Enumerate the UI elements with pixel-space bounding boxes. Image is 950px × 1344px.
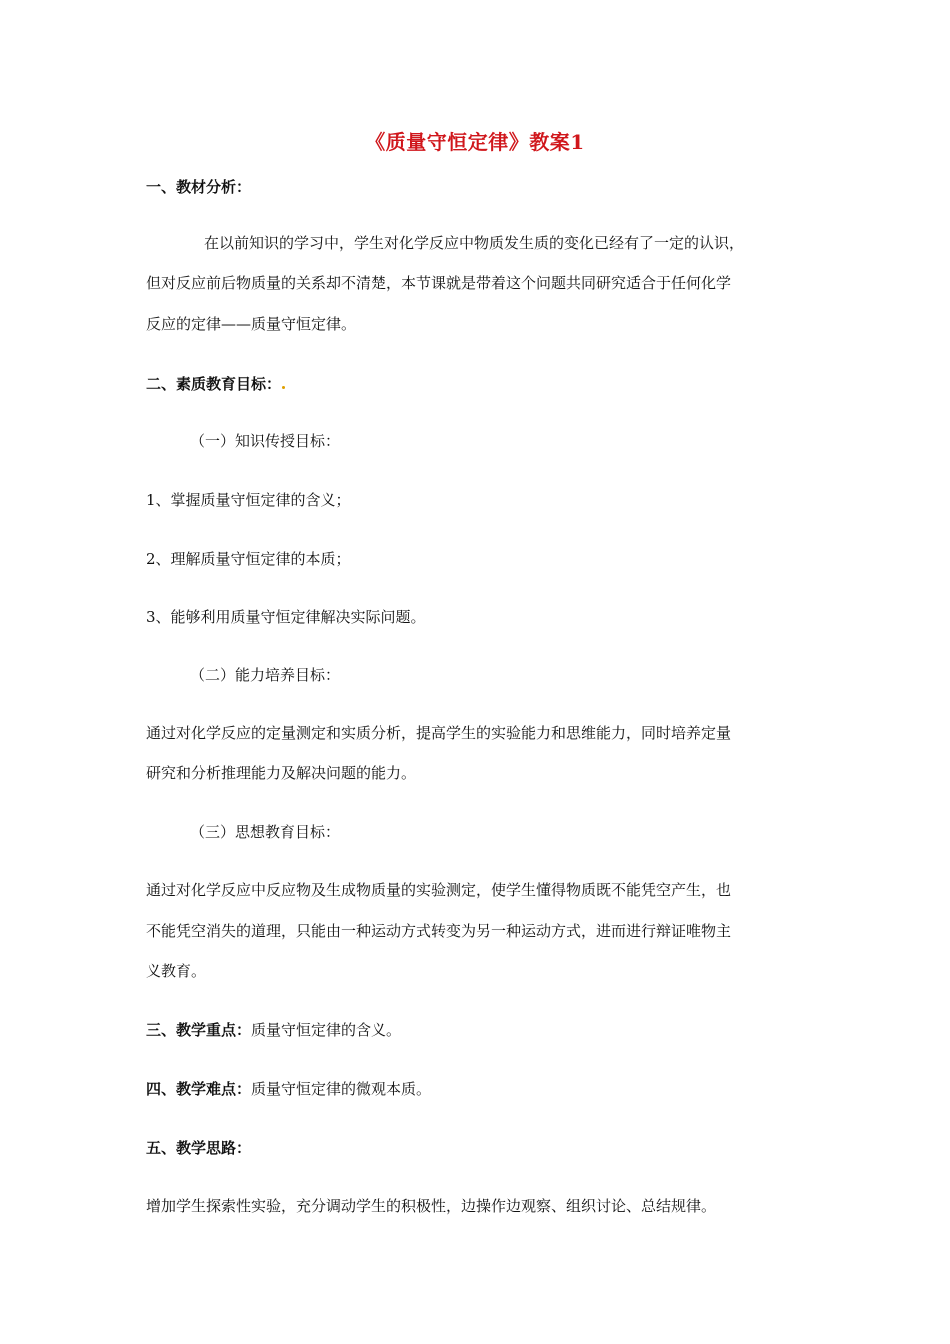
difficulty-label: 四、教学难点： [146, 1080, 252, 1098]
subheading-moral-goals: （三）思想教育目标： [190, 823, 341, 841]
moral-paragraph-line-2: 不能凭空消失的道理，只能由一种运动方式转变为另一种运动方式，进而进行辩证唯物主 [146, 922, 732, 940]
mark-dot [282, 386, 285, 389]
analysis-paragraph-line-1: 在以前知识的学习中，学生对化学反应中物质发生质的变化已经有了一定的认识， [204, 234, 745, 252]
key-point-line [146, 1019, 810, 1041]
difficulty-text: 质量守恒定律的微观本质。 [251, 1080, 432, 1098]
moral-paragraph-line-3: 义教育。 [146, 962, 207, 980]
key-point-label: 三、教学重点： [146, 1021, 252, 1039]
analysis-paragraph-line-2: 但对反应前后物质量的关系却不清楚，本节课就是带着这个问题共同研究适合于任何化学 [146, 274, 732, 292]
subheading-ability-goals: （二）能力培养目标： [190, 666, 341, 684]
ability-paragraph-line-1: 通过对化学反应的定量测定和实质分析，提高学生的实验能力和思维能力，同时培养定量 [146, 724, 732, 742]
list-item: 2、理解质量守恒定律的本质； [146, 550, 351, 568]
section-heading-analysis: 一、教材分析： [146, 178, 252, 196]
section-heading-goals [146, 373, 810, 395]
analysis-paragraph-line-3: 反应的定律——质量守恒定律。 [146, 315, 357, 333]
list-item: 1、掌握质量守恒定律的含义； [146, 491, 351, 509]
document-title: 《质量守恒定律》教案1 [365, 130, 585, 154]
moral-paragraph-line-1: 通过对化学反应中反应物及生成物质量的实验测定，使学生懂得物质既不能凭空产生，也 [146, 881, 732, 899]
section-heading-approach: 五、教学思路： [146, 1139, 252, 1157]
difficulty-line [146, 1078, 810, 1100]
key-point-text: 质量守恒定律的含义。 [251, 1021, 402, 1039]
list-item: 3、能够利用质量守恒定律解决实际问题。 [146, 608, 426, 626]
section-heading-goals-text: 二、素质教育目标： [146, 375, 282, 393]
approach-paragraph: 增加学生探索性实验，充分调动学生的积极性，边操作边观察、组织讨论、总结规律。 [146, 1197, 717, 1215]
ability-paragraph-line-2: 研究和分析推理能力及解决问题的能力。 [146, 764, 417, 782]
subheading-knowledge-goals: （一）知识传授目标： [190, 432, 341, 450]
